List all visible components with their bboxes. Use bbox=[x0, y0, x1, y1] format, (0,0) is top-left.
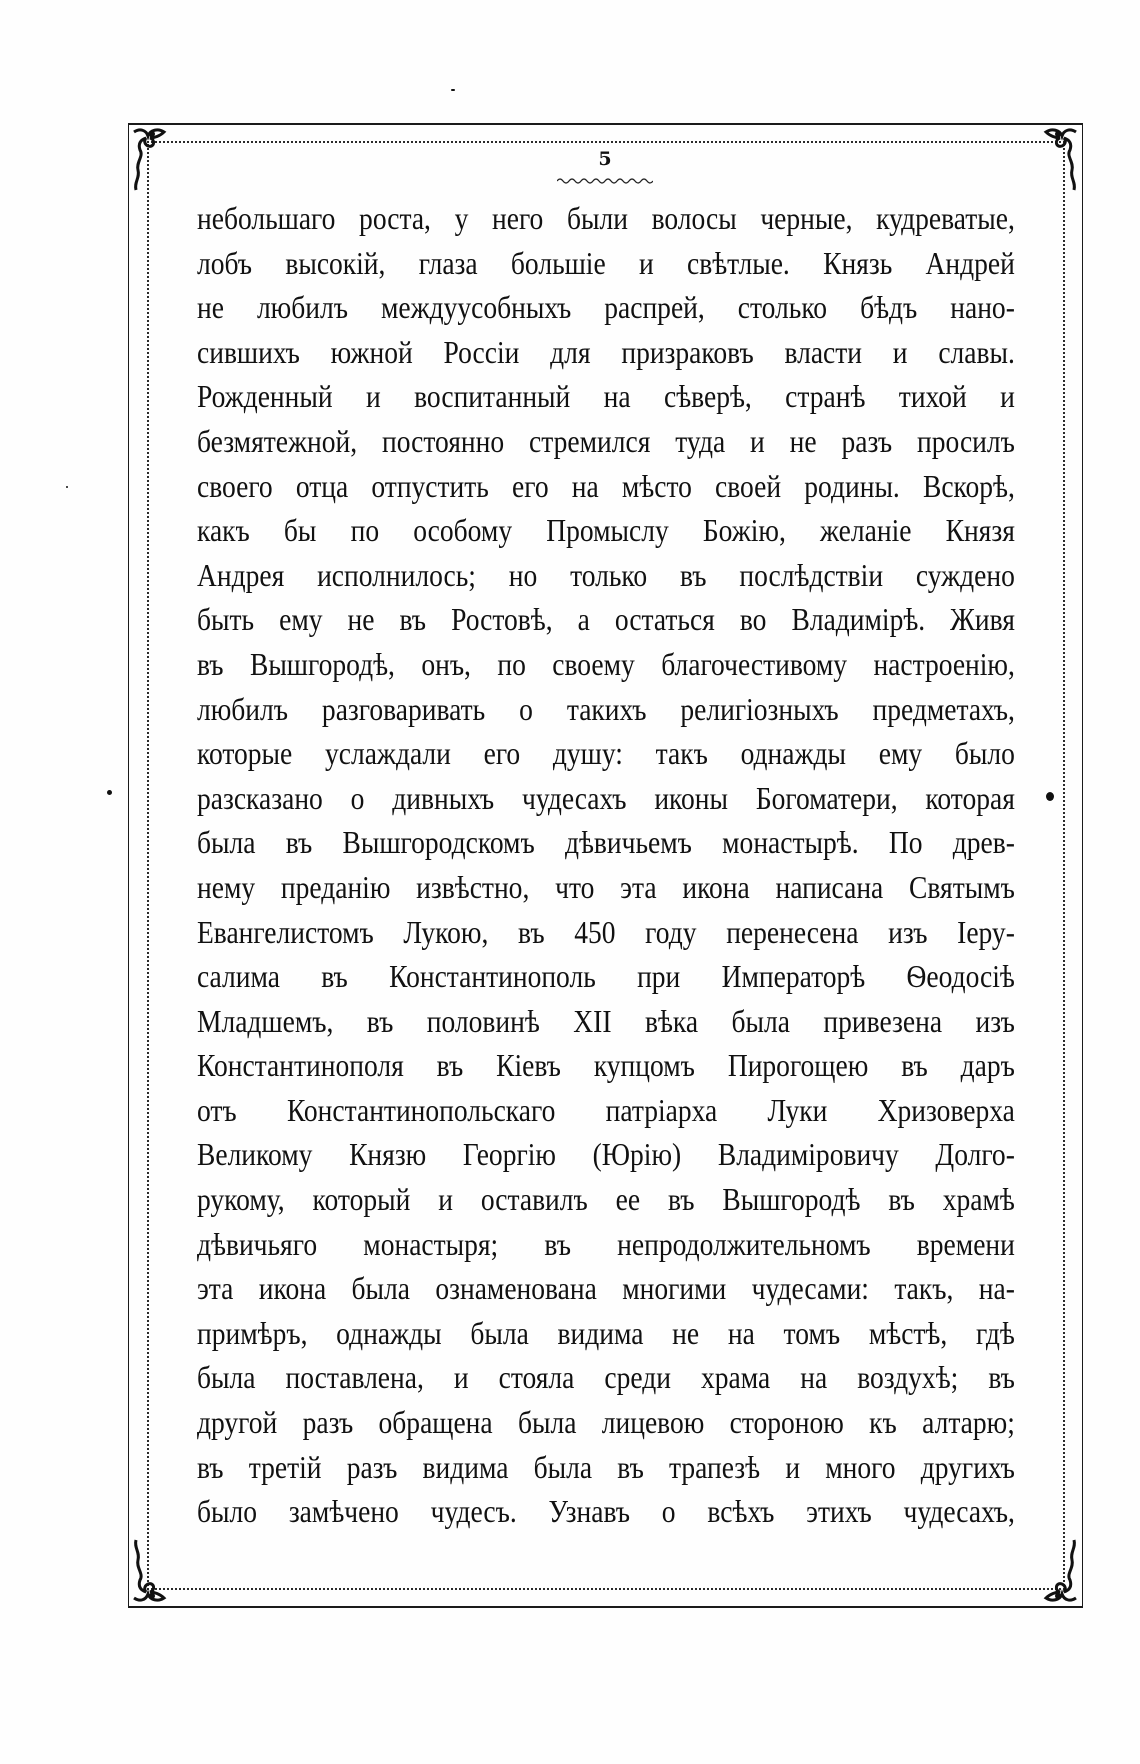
text-line: лобъ высокій, глаза большіе и свѣтлые. Князь Андрей bbox=[197, 244, 1015, 281]
text-line: любилъ разговаривать о такихъ религіозныхъ предметахъ, bbox=[197, 690, 1015, 727]
text-line: разсказано о дивныхъ чудесахъ иконы Богоматери, которая bbox=[197, 779, 1015, 816]
text-line: нему преданію извѣстно, что эта икона написана Святымъ bbox=[197, 868, 1015, 905]
corner-ornament-icon bbox=[1030, 1534, 1080, 1604]
text-line: какъ бы по особому Промыслу Божію, желаніе Князя bbox=[197, 512, 1015, 549]
text-line: не любилъ междуусобныхъ распрей, столько бѣдъ нано- bbox=[197, 289, 1015, 326]
text-line: Константинополя въ Кіевъ купцомъ Пирогощею въ даръ bbox=[197, 1047, 1015, 1084]
text-line: дѣвичьяго монастыря; въ непродолжительномъ времени bbox=[197, 1225, 1015, 1262]
text-line: Евангелистомъ Лукою, въ 450 году перенесена изъ Іеру- bbox=[197, 913, 1015, 950]
text-line: Младшемъ, въ половинѣ XII вѣка была привезена изъ bbox=[197, 1002, 1015, 1039]
corner-ornament-icon bbox=[130, 1534, 180, 1604]
text-line: была поставлена, и стояла среди храма на воздухѣ; въ bbox=[197, 1359, 1015, 1396]
text-line: эта икона была ознаменована многими чудесами: такъ, на- bbox=[197, 1270, 1015, 1307]
text-line: примѣръ, однажды была видима не на томъ мѣстѣ, гдѣ bbox=[197, 1314, 1015, 1351]
text-line: своего отца отпустить его на мѣсто своей родины. Вскорѣ, bbox=[197, 467, 1015, 504]
wavy-rule-ornament bbox=[557, 176, 653, 184]
corner-ornament-icon bbox=[1030, 126, 1080, 196]
text-line: въ Вышгородѣ, онъ, по своему благочестивому настроенію, bbox=[197, 645, 1015, 682]
text-line: которые услаждали его душу: такъ однажды ему было bbox=[197, 735, 1015, 772]
text-line: безмятежной, постоянно стремился туда и не разъ просилъ bbox=[197, 422, 1015, 459]
text-line: быть ему не въ Ростовѣ, а остаться во Владимірѣ. Живя bbox=[197, 601, 1015, 638]
text-line: отъ Константинопольскаго патріарха Луки Хризоверха bbox=[197, 1091, 1015, 1128]
ink-speck bbox=[107, 790, 112, 795]
text-line: въ третій разъ видима была въ трапезѣ и много другихъ bbox=[197, 1448, 1015, 1485]
text-line: сившихъ южной Россіи для призраковъ власти и славы. bbox=[197, 333, 1015, 370]
text-line: была въ Вышгородскомъ дѣвичьемъ монастырѣ. По древ- bbox=[197, 824, 1015, 861]
ink-speck bbox=[66, 486, 68, 488]
text-line: было замѣчено чудесъ. Узнавъ о всѣхъ этихъ чудесахъ, bbox=[197, 1493, 1015, 1530]
text-line: салима въ Константинополь при Императорѣ Ѳеодосіѣ bbox=[197, 958, 1015, 995]
ink-speck bbox=[451, 89, 455, 91]
text-line: небольшаго роста, у него были волосы черные, кудреватые, bbox=[197, 200, 1015, 236]
text-line: другой разъ обращена была лицевою стороною къ алтарю; bbox=[197, 1404, 1015, 1441]
body-text bbox=[197, 196, 1015, 1534]
text-line: Андрея исполнилось; но только въ послѣдствіи суждено bbox=[197, 556, 1015, 593]
text-line: рукому, который и оставилъ ее въ Вышгородѣ въ храмѣ bbox=[197, 1181, 1015, 1218]
corner-ornament-icon bbox=[130, 126, 180, 196]
text-line: Рожденный и воспитанный на сѣверѣ, странѣ тихой и bbox=[197, 378, 1015, 415]
text-line: Великому Князю Георгію (Юрію) Владиміровичу Долго- bbox=[197, 1136, 1015, 1173]
page-number: 5 bbox=[598, 148, 612, 170]
